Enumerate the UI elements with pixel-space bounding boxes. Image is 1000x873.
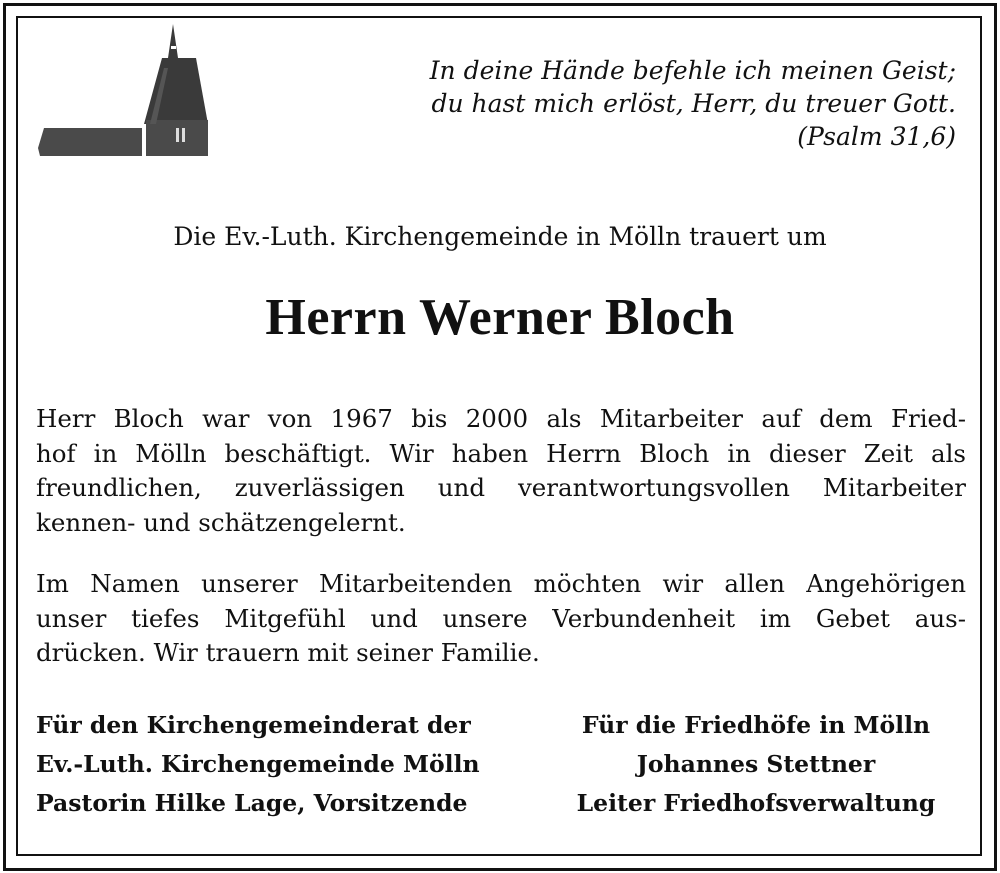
- paragraph-1-line: hof in Mölln beschäftigt. Wir haben Herrn Bloch in dieser Zeit als: [36, 438, 966, 468]
- paragraph-2-line: unser tiefes Mitgefühl und unsere Verbundenheit im Gebet aus-: [36, 603, 966, 633]
- psalm-reference: (Psalm 31,6): [797, 122, 956, 151]
- signature-left-line: Für den Kirchengemeinderat der: [36, 711, 471, 739]
- paragraph-1-line: kennen- und schätzengelernt.: [36, 507, 406, 537]
- paragraph-2-line: drücken. Wir trauern mit seiner Familie.: [36, 638, 540, 667]
- signature-left-line: Pastorin Hilke Lage, Vorsitzende: [36, 789, 468, 817]
- paragraph-2-line: Im Namen unserer Mitarbeitenden möchten wir allen Angehörigen: [36, 569, 966, 598]
- signature-right-line: Für die Friedhöfe in Mölln: [581, 711, 931, 739]
- intro-line: Die Ev.-Luth. Kirchengemeinde in Mölln trauert um: [173, 222, 827, 251]
- psalm-quote: [316, 54, 956, 153]
- psalm-line-1: In deine Hände befehle ich meinen Geist;: [429, 56, 956, 85]
- deceased-name: Herrn Werner Bloch: [265, 289, 735, 346]
- psalm-line-2: du hast mich erlöst, Herr, du treuer Gott.: [431, 89, 956, 118]
- signature-right: [546, 706, 966, 823]
- paragraph-1-line: Herr Bloch war von 1967 bis 2000 als Mitarbeiter auf dem Fried-: [36, 404, 966, 433]
- church-icon: [36, 24, 216, 162]
- signature-right-line: Johannes Stettner: [636, 750, 876, 778]
- paragraph-1: [36, 402, 966, 540]
- signature-left: [36, 706, 536, 823]
- paragraph-1-line: freundlichen, zuverlässigen und verantwortungsvollen Mitarbeiter: [36, 473, 966, 502]
- signature-left-line: Ev.-Luth. Kirchengemeinde Mölln: [36, 750, 480, 778]
- signature-right-line: Leiter Friedhofsverwaltung: [576, 789, 936, 817]
- paragraph-2: [36, 567, 966, 671]
